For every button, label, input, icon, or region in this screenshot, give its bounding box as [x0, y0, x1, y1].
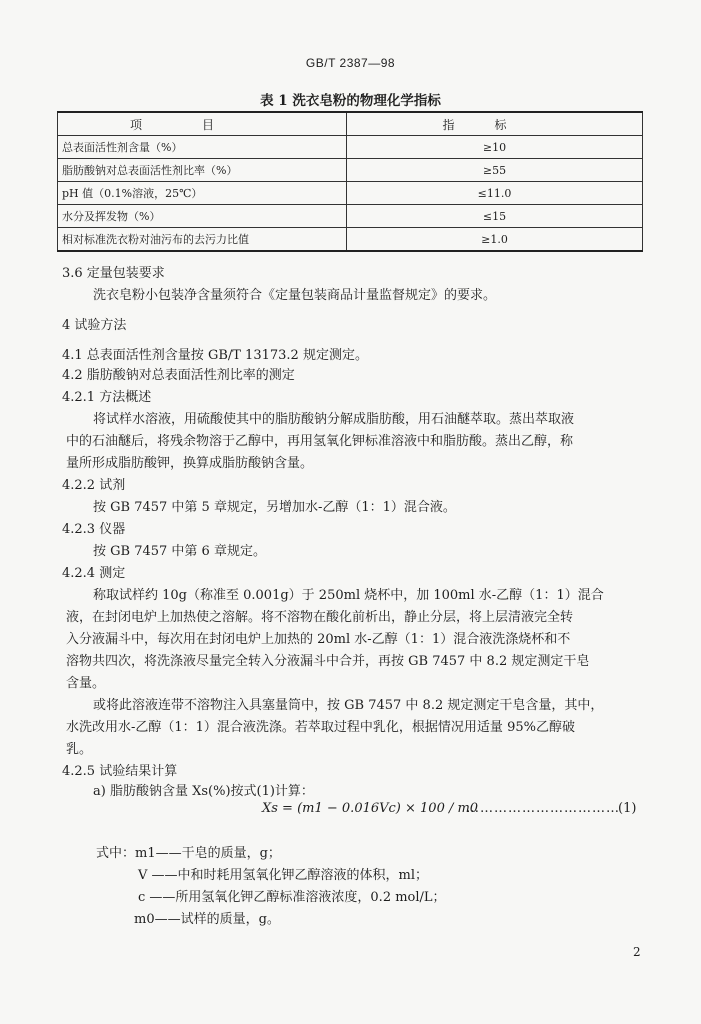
section-4-2-5-a: a) 脂肪酸钠含量 Xs(%)按式(1)计算：: [93, 784, 314, 799]
section-4-2-2-text: 按 GB 7457 中第 5 章规定，另增加水-乙醇（1：1）混合液。: [93, 500, 456, 515]
section-4-2-4-line: 称取试样约 10g（称准至 0.001g）于 250ml 烧杯中，加 100ml 水-乙醇（1：1）混合: [93, 588, 604, 603]
table-title: 表 1 洗衣皂粉的物理化学指标: [260, 93, 441, 109]
section-4-2-1-line: 将试样水溶液，用硫酸使其中的脂肪酸钠分解成脂肪酸，用石油醚萃取。蒸出萃取液: [93, 412, 575, 427]
row-value: ≤15: [347, 205, 643, 228]
legend-m1: 式中：m1——干皂的质量，g；: [96, 846, 281, 861]
section-3-6-text: 洗衣皂粉小包装净含量须符合《定量包装商品计量监督规定》的要求。: [93, 288, 497, 303]
table-row: [58, 159, 643, 182]
section-4-2-4-line: 入分液漏斗中，每次用在封闭电炉上加热的 20ml 水-乙醇（1：1）混合液洗涤烧杯和不: [66, 632, 571, 647]
table-row: [58, 205, 643, 228]
row-item: 脂肪酸钠对总表面活性剂比率（%）: [58, 159, 347, 182]
col-header-item: 项目: [58, 112, 347, 136]
formula-expression: Xs = (m1 − 0.016Vc) × 100 / m0: [262, 801, 479, 816]
section-4-2-4-line: 或将此溶液连带不溶物注入具塞量筒中，按 GB 7457 中 8.2 规定测定干皂含量，其中，: [93, 698, 604, 713]
table-header-row: [58, 112, 643, 136]
section-4-2-3-heading: 4.2.3 仪器: [62, 522, 126, 537]
legend-c: c ——所用氢氧化钾乙醇标准溶液浓度，0.2 mol/L；: [138, 890, 446, 905]
page-number: 2: [633, 945, 641, 959]
formula-leader-dots: ……………………………: [466, 801, 620, 816]
col-header-index: 指标: [347, 112, 643, 136]
section-4-2-4-line: 液，在封闭电炉上加热使之溶解。将不溶物在酸化前析出，静止分层，将上层清液完全转: [66, 610, 574, 625]
section-4-2-4-line: 乳。: [66, 742, 93, 757]
row-item: 总表面活性剂含量（%）: [58, 136, 347, 159]
legend-v: V ——中和时耗用氢氧化钾乙醇溶液的体积，ml；: [138, 868, 429, 883]
row-item: 相对标准洗衣粉对油污布的去污力比值: [58, 228, 347, 252]
section-4-2-4-heading: 4.2.4 测定: [62, 566, 126, 581]
section-4-2-4-line: 水洗改用水-乙醇（1：1）混合液洗涤。若萃取过程中乳化，根据情况用适量 95%乙醇破: [66, 720, 575, 735]
section-4-2-1-line: 中的石油醚后，将残余物溶于乙醇中，再用氢氧化钾标准溶液中和脂肪酸。蒸出乙醇，称: [66, 434, 574, 449]
table-row: [58, 136, 643, 159]
section-4-2-1-heading: 4.2.1 方法概述: [62, 390, 152, 405]
row-item: pH 值（0.1%溶液，25℃）: [58, 182, 347, 205]
section-4-2-2-heading: 4.2.2 试剂: [62, 478, 126, 493]
row-item: 水分及挥发物（%）: [58, 205, 347, 228]
table-row: [58, 182, 643, 205]
row-value: ≥1.0: [347, 228, 643, 252]
row-value: ≥55: [347, 159, 643, 182]
section-4-2-5-heading: 4.2.5 试验结果计算: [62, 764, 178, 779]
standard-code-header: GB/T 2387—98: [305, 56, 396, 70]
section-4-2: 4.2 脂肪酸钠对总表面活性剂比率的测定: [62, 368, 295, 383]
row-value: ≥10: [347, 136, 643, 159]
section-4-2-1-line: 量所形成脂肪酸钾，换算成脂肪酸钠含量。: [66, 456, 314, 471]
formula-number: (1): [618, 801, 637, 816]
legend-m0: m0——试样的质量，g。: [134, 912, 280, 927]
section-4-2-4-line: 含量。: [66, 676, 106, 691]
table-row: [58, 228, 643, 252]
section-4-2-3-text: 按 GB 7457 中第 6 章规定。: [93, 544, 266, 559]
row-value: ≤11.0: [347, 182, 643, 205]
spec-table: [57, 111, 643, 252]
section-4-1: 4.1 总表面活性剂含量按 GB/T 13173.2 规定测定。: [62, 348, 368, 363]
section-4-heading: 4 试验方法: [62, 318, 127, 333]
section-3-6-heading: 3.6 定量包装要求: [62, 266, 165, 281]
section-4-2-4-line: 溶物共四次，将洗涤液尽量完全转入分液漏斗中合并，再按 GB 7457 中 8.2 规定测定干皂: [66, 654, 590, 669]
